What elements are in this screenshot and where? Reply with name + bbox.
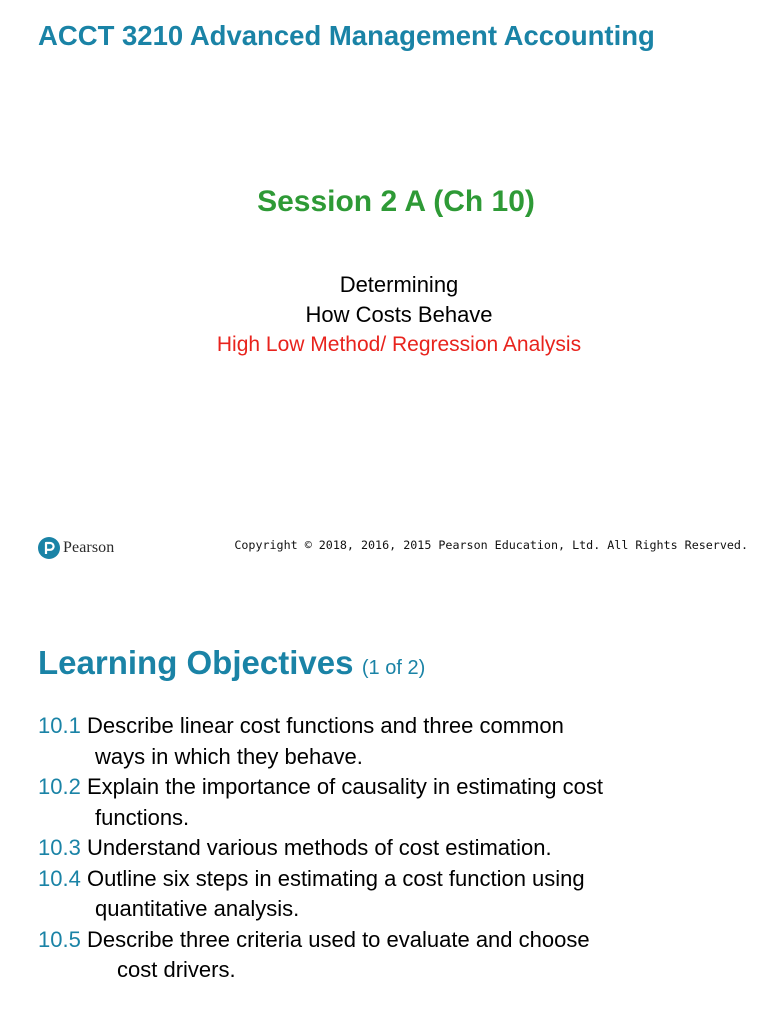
slide-heading <box>38 644 425 682</box>
objective-text: Describe linear cost functions and three common <box>86 713 564 738</box>
objective-number: 10.2 <box>38 774 81 799</box>
objective-text-continued: quantitative analysis. <box>95 896 300 921</box>
heading-text: Learning Objectives <box>38 644 354 681</box>
course-title: ACCT 3210 Advanced Management Accounting <box>38 20 655 51</box>
objective-number: 10.4 <box>38 865 81 891</box>
objective-text: Explain the importance of causality in estimating cost <box>86 774 603 799</box>
pearson-logo <box>38 535 114 561</box>
objective-item <box>38 833 738 864</box>
objective-text: Describe three criteria used to evaluate and choose <box>86 926 590 952</box>
subtitle-line-1: Determining <box>339 272 459 297</box>
objective-number: 10.1 <box>38 713 81 738</box>
objective-item <box>38 925 738 986</box>
objective-item <box>38 772 738 833</box>
objective-number: 10.3 <box>38 835 81 860</box>
session-title: Session 2 A (Ch 10) <box>257 185 535 218</box>
objective-text: Outline six steps in estimating a cost function using <box>86 865 585 891</box>
objective-text: Understand various methods of cost estimation. <box>86 835 552 860</box>
objective-text-continued: cost drivers. <box>117 957 236 982</box>
objective-number: 10.5 <box>38 926 81 952</box>
pearson-p-icon <box>38 537 60 559</box>
objective-item <box>38 711 738 772</box>
learning-objectives-slide <box>0 580 768 1024</box>
pearson-wordmark: Pearson <box>63 539 115 556</box>
objective-text-continued: ways in which they behave. <box>95 743 363 769</box>
objectives-list <box>38 711 738 986</box>
objective-item <box>38 864 738 925</box>
subtitle-line-3: High Low Method/ Regression Analysis <box>216 333 582 356</box>
subtitle-line-2: How Costs Behave <box>305 302 493 327</box>
heading-page-count: (1 of 2) <box>361 657 426 679</box>
objective-text-continued: functions. <box>95 804 190 830</box>
copyright-notice: Copyright © 2018, 2016, 2015 Pearson Education, Ltd. All Rights Reserved. <box>234 538 748 552</box>
